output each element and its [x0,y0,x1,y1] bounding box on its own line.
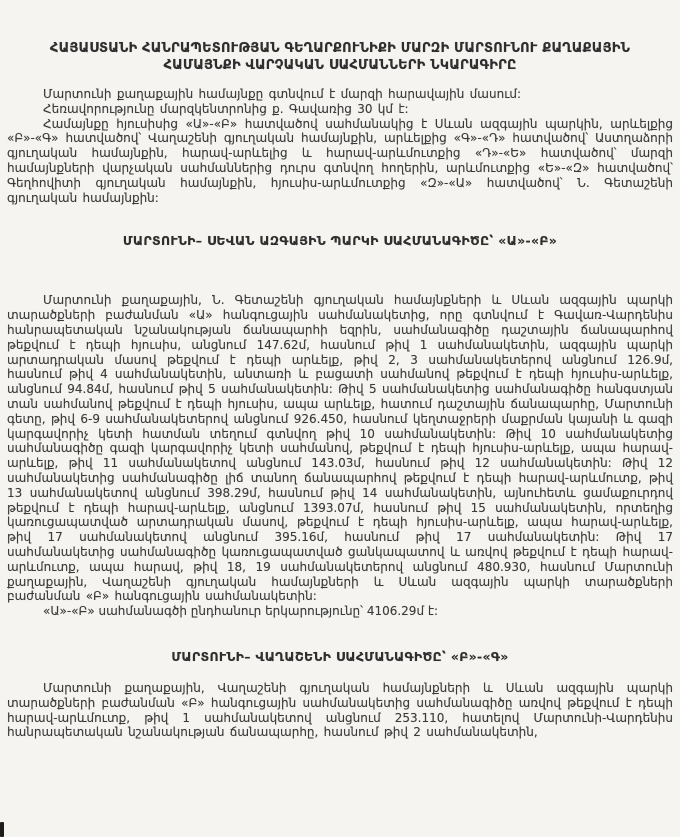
doc-title-line1: ՀԱՅԱՍՏԱՆԻ ՀԱՆՐԱՊԵՏՈՒԹՅԱՆ ԳԵՂԱՐՔՈՒՆԻՔԻ ՄԱՐԶԻ ՄԱՐՏՈՒՆՈՒ ՔԱՂԱՔԱՅԻՆ [49,41,631,56]
doc-title [7,40,673,74]
section-ab-total-length: «Ա»-«Բ» սահմանագծի ընդհանուր երկարությունը՝ 4106.29մ է: [43,604,439,619]
section-ab-body: Մարտունի քաղաքային, Ն. Գետաշենի գյուղական համայնքների և Սևան ազգային պարկի տարածքների բաժանման «Ա» հանգուցային սահմանակետից, որը գտնվում է Գավառ-Վարդենիս հանրապետական նշանակության ճանապարհի եզրին, սահմանագիծը դաշտային ճանապարհով թեքվում է դեպի հյուսիս, անցնում 147.62մ, հասնում թիվ 1 սահմանակետին, ազգային պարկի արտադրական մասով թեքվում է դեպի արևելք, թիվ 2, 3 սահմանակետերով անցնում 126.9մ, հասնում թիվ 4 սահմանակետին, անտառի և բացատի սահմանով թեքվում է դեպի հյուսիս-արևելք, անցնում 94.84մ, հասնում թիվ 5 սահմանակետին: Թիվ 5 սահմանակետից սահմանագիծը հանգստյան տան սահմանով թեքվում է դեպի հյուսիս, ապա արևելք, հատում դաշտային ճանապարհը, Մարտունի գետը, թիվ 6-9 սահմանակետերով անցնում 926.450, հասնում կեղտաջրերի մաքրման կայանի և գազի կարգավորիչ կետի հատման տեղում գտնվող թիվ 10 սահմանակետին: Թիվ 10 սահմանակետից սահմանագիծը գազի կարգավորիչ կետի սահմանով, թեքվում է դեպի հյուսիս-արևելք, ապա հարավ-արևելք, թիվ 11 սահմանակետով անցնում 143.03մ, հասնում թիվ 12 սահմանակետին: Թիվ 12 սահմանակետից սահմանագիծը լիճ տանող ճանապարհով թեքվում է դեպի հարավ-արևմուտք, թիվ 13 սահմանակետով անցնում 398.29մ, հասնում թիվ 14 սահմանակետին, այնուհետև ցամաքուրդով թեքվում է դեպի հարավ-արևելք, անցնում 1393.07մ, հասնում թիվ 15 սահմանակետին, որտեղից կառուցապատված արտադրական մասով, թեքվում է դեպի հյուսիս-արևելք, ապա հարավ-արևելք, թիվ 17 սահմանակետով անցնում 395.16մ, հասնում թիվ 17 սահմանակետին: Թիվ 17 սահմանակետից սահմանագիծը կառուցապատված ցանկապատով և առվով թեքվում է դեպի հարավ-արևմուտք, ապա հարավ, թիվ 18, 19 սահմանակետերով անցնում 480.930, հասնում Մարտունի քաղաքային, Վաղաշենի գյուղական համայնքների և Սևան ազգային պարկի տարածքների բաժանման «Բ» հանգուցային սահմանակետին: [7,293,673,604]
section-heading-vaghashen-border: ՄԱՐՏՈՒՆԻ– ՎԱՂԱՇԵՆԻ ՍԱՀՄԱՆԱԳԻԾԸ՝ «Բ»-«Գ» [171,648,509,664]
scan-artifact [0,822,4,837]
intro-paragraph-location: Մարտունի քաղաքային համայնքը գտնվում է մարզի հարավային մասում: [43,87,522,101]
doc-title-line2: ՀԱՄԱՅՆՔԻ ՎԱՐՉԱԿԱՆ ՍԱՀՄԱՆՆԵՐԻ ՆԿԱՐԱԳԻՐԸ [163,58,517,73]
section-heading-sevan-park-border: ՄԱՐՏՈՒՆԻ– ՍԵՎԱՆ ԱԶԳԱՅԻՆ ՊԱՐԿԻ ՍԱՀՄԱՆԱԳԻԾԸ՝ «Ա»-«Բ» [122,233,558,249]
intro-paragraph-borders: Համայնքը հյուսիսից «Ա»-«Բ» հատվածով սահմանակից է Սևան ազգային պարկին, արևելքից «Բ»-«Գ» հատվածով՝ Վաղաշենի գյուղական համայնքին, արևելքից «Գ»-«Դ» հատվածով՝ Աստղաձորի գյուղական համայնքին, հարավ-արևելից և հարավ-արևմուտքից «Դ»-«Ե» հատվածով՝ մարզի համայնքների վարչական սահմաններից դուրս գտնվող հողերին, արևմուտքից «Ե»-«Զ» հատվածով՝ Գեղհովիտի գյուղական համայնքին, հյուսիս-արևմուտքից «Զ»-«Ա» հատվածով՝ Ն. Գետաշենի գյուղական համայնքին: [7,116,673,205]
intro-paragraph-distance: Հեռավորությունը մարզկենտրոնից ք. Գավառից 30 կմ է: [43,101,409,116]
section-bg-body: Մարտունի քաղաքային, Վաղաշենի գյուղական համայնքների և Սևան ազգային պարկի տարածքների բաժանման «Բ» հանգուցային սահմանակետից սահմանագիծը առվով թեքվում է դեպի հարավ-արևմուտք, թիվ 1 սահմանակետով անցնում 253.110, հատելով Մարտունի-Վարդենիս հանրապետական նշանակության ճանապարհը, հասնում թիվ 2 սահմանակետին, [7,680,673,740]
